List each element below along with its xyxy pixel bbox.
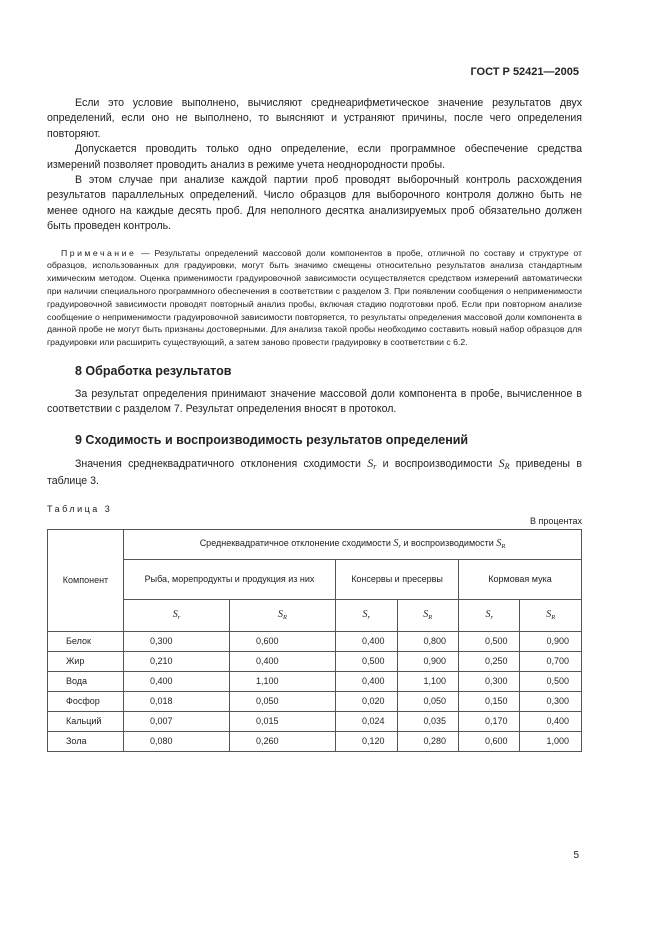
- document-id: ГОСТ Р 52421—2005: [470, 66, 579, 78]
- paragraph: Допускается проводить только одно определение, если программное обеспечение средства измерений позволяет проводить анализ в режиме учета неоднородности пробы.: [47, 143, 582, 171]
- page-content: [47, 96, 582, 752]
- cell-value: 0,035: [397, 711, 458, 731]
- cell-value: 0,300: [459, 671, 520, 691]
- table-row: [48, 671, 582, 691]
- cell-value: 0,400: [230, 651, 336, 671]
- cell-value: 0,120: [336, 731, 397, 751]
- cell-value: 1,000: [520, 731, 582, 751]
- note-label: Примечание: [61, 247, 137, 258]
- table-units: В процентах: [530, 515, 582, 526]
- header-sr: $S_r$: [459, 599, 520, 631]
- cell-value: 0,800: [397, 631, 458, 651]
- header-fish: Рыба, морепродукты и продукция из них: [124, 559, 336, 599]
- cell-component: Белок: [48, 631, 124, 651]
- table-3: [47, 529, 582, 752]
- section-8-title: 8 Обработка результатов: [75, 364, 232, 379]
- note: [47, 247, 582, 349]
- table-row: [48, 711, 582, 731]
- text-fragment: приведены в таблице 3.: [47, 457, 582, 488]
- cell-value: 0,400: [124, 671, 230, 691]
- cell-value: 0,050: [230, 691, 336, 711]
- table-row: [48, 631, 582, 651]
- cell-value: 1,100: [397, 671, 458, 691]
- table-row: [48, 731, 582, 751]
- header-sr: $S_r$: [336, 599, 397, 631]
- text-fragment: Значения среднеквадратичного отклонения сходимости: [75, 457, 361, 470]
- cell-value: 0,150: [459, 691, 520, 711]
- cell-value: 0,280: [397, 731, 458, 751]
- header-sR: $S_R$: [397, 599, 458, 631]
- cell-value: 0,500: [336, 651, 397, 671]
- paragraph: Если это условие выполнено, вычисляют среднеарифметическое значение результатов двух определений, если оно не выполнено, то выясняют и устраняют причины, после чего определения повторяют.: [47, 97, 582, 140]
- cell-value: 0,900: [397, 651, 458, 671]
- cell-component: Фосфор: [48, 691, 124, 711]
- cell-component: Зола: [48, 731, 124, 751]
- cell-value: 0,024: [336, 711, 397, 731]
- cell-value: 0,600: [459, 731, 520, 751]
- cell-value: 0,080: [124, 731, 230, 751]
- header-sR: $S_R$: [520, 599, 582, 631]
- cell-value: 0,400: [336, 631, 397, 651]
- cell-value: 0,250: [459, 651, 520, 671]
- cell-value: 0,018: [124, 691, 230, 711]
- cell-component: Вода: [48, 671, 124, 691]
- table-row: [48, 651, 582, 671]
- table-caption: Таблица 3: [47, 503, 113, 514]
- cell-value: 0,300: [520, 691, 582, 711]
- cell-value: 0,400: [520, 711, 582, 731]
- header-component: Компонент: [48, 529, 124, 631]
- cell-value: 0,170: [459, 711, 520, 731]
- cell-value: 0,210: [124, 651, 230, 671]
- page-number: 5: [573, 850, 579, 861]
- cell-value: 0,500: [520, 671, 582, 691]
- cell-value: 0,050: [397, 691, 458, 711]
- header-sr: $S_r$: [124, 599, 230, 631]
- symbol-sR: $S_R$: [498, 455, 510, 471]
- section-9-title: 9 Сходимость и воспроизводимость результатов определений: [75, 432, 469, 447]
- header-canned: Консервы и пресервы: [336, 559, 459, 599]
- table-row: [48, 691, 582, 711]
- cell-value: 0,400: [336, 671, 397, 691]
- cell-value: 0,700: [520, 651, 582, 671]
- cell-value: 0,260: [230, 731, 336, 751]
- section-8-text: За результат определения принимают значение массовой доли компонента в пробе, вычисленное в соответствии с разделом 7. Результат определения вносят в протокол.: [47, 388, 582, 416]
- cell-value: 1,100: [230, 671, 336, 691]
- paragraph: В этом случае при анализе каждой партии проб проводят выборочный контроль расхождения результатов параллельных определений. Число образцов для выборочного контроля должно быть не менее одного на каждые десять проб. Для неполного десятка анализируемых проб обязательно должен быть проведен контроль.: [47, 174, 582, 233]
- symbol-sr: $S_r$: [367, 455, 377, 471]
- section-9-text: [47, 456, 582, 490]
- cell-component: Кальций: [48, 711, 124, 731]
- cell-value: 0,300: [124, 631, 230, 651]
- cell-value: 0,900: [520, 631, 582, 651]
- cell-value: 0,500: [459, 631, 520, 651]
- header-group: Среднеквадратичное отклонение сходимости $S_r$ и воспроизводимости $S_R$: [124, 529, 582, 559]
- cell-value: 0,007: [124, 711, 230, 731]
- note-text: — Результаты определений массовой доли компонентов в пробе, отличной по составу и структуре от образцов, использованных для градуировки, могут быть значимо смещены относительно результатов анализа стандартным химическим методом. Оценка применимости градуировочной зависимости осуществляется средством измерений автоматически при наличии специального программного обеспечения в соответствии с разделом 3. При появлении сообщения о неприменимости градуировочной зависимости проводят повторный анализ пробы, включая стадию подготовки проб. Если при повторном анализе сообщение о неприменимости градуировочной зависимости повторяется, то результаты определения массовой доли компонента в данной пробе не могут быть признаны достоверными. Для анализа такой пробы необходимо составить новый набор образцов для градуировки или расширить существующий, а затем заново провести градуировку в соответствии с 6.2.: [47, 247, 582, 348]
- header-sR: $S_R$: [230, 599, 336, 631]
- cell-value: 0,600: [230, 631, 336, 651]
- cell-value: 0,020: [336, 691, 397, 711]
- cell-component: Жир: [48, 651, 124, 671]
- cell-value: 0,015: [230, 711, 336, 731]
- header-feed: Кормовая мука: [459, 559, 582, 599]
- text-fragment: и воспроизводимости: [382, 457, 493, 470]
